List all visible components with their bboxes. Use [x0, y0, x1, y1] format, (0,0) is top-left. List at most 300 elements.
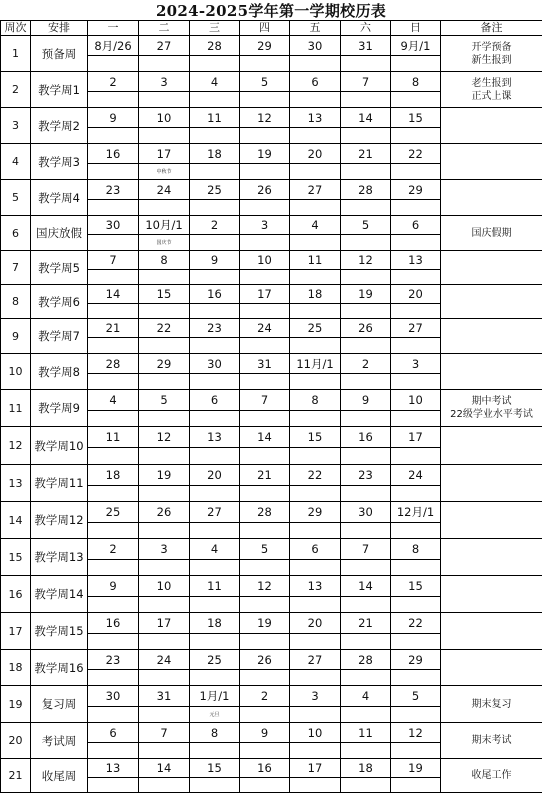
day-note — [240, 200, 290, 216]
week-row — [1, 539, 542, 560]
week-row — [1, 650, 542, 670]
day-note — [88, 200, 139, 216]
week-arrangement: 教学周3 — [31, 144, 88, 180]
day-cell: 11 — [341, 723, 391, 743]
week-row — [1, 216, 542, 235]
header-thu: 四 — [240, 21, 290, 36]
day-cell: 29 — [391, 650, 441, 670]
day-note — [88, 523, 139, 539]
day-cell: 29 — [139, 354, 190, 374]
page-title: 2024-2025学年第一学期校历表 — [0, 0, 542, 20]
header-row — [1, 21, 542, 36]
week-arrangement: 教学周9 — [31, 390, 88, 427]
week-number: 6 — [1, 216, 31, 251]
day-cell: 30 — [88, 216, 139, 235]
day-note — [139, 128, 190, 144]
day-cell: 11 — [190, 576, 240, 597]
day-note — [190, 560, 240, 576]
day-cell: 10 — [391, 390, 441, 411]
day-note — [88, 338, 139, 354]
day-cell: 6 — [190, 390, 240, 411]
day-cell: 11 — [290, 251, 341, 270]
week-remark — [441, 285, 542, 319]
day-cell: 9月/1 — [391, 36, 441, 56]
week-remark: 期末复习 — [441, 686, 542, 723]
day-cell: 3 — [391, 354, 441, 374]
day-cell: 17 — [139, 144, 190, 164]
day-cell: 31 — [240, 354, 290, 374]
day-note — [391, 486, 441, 502]
day-cell: 10 — [139, 108, 190, 128]
day-note — [341, 374, 391, 390]
day-note — [139, 634, 190, 650]
day-cell: 13 — [290, 576, 341, 597]
week-number: 2 — [1, 72, 31, 108]
day-note — [341, 560, 391, 576]
day-note — [240, 164, 290, 180]
week-remark — [441, 354, 542, 390]
day-note — [391, 374, 441, 390]
calendar-table — [0, 20, 542, 793]
week-remark: 期末考试 — [441, 723, 542, 759]
header-sun: 日 — [391, 21, 441, 36]
day-cell: 27 — [290, 180, 341, 200]
day-note — [190, 597, 240, 613]
day-note — [88, 707, 139, 723]
week-remark — [441, 539, 542, 576]
day-note — [190, 92, 240, 108]
day-cell: 16 — [88, 613, 139, 634]
day-cell: 11月/1 — [290, 354, 341, 374]
day-cell: 25 — [290, 319, 341, 338]
day-cell: 6 — [88, 723, 139, 743]
week-remark — [441, 576, 542, 613]
day-cell: 6 — [290, 72, 341, 92]
day-note — [88, 128, 139, 144]
day-note — [391, 164, 441, 180]
day-cell: 21 — [341, 613, 391, 634]
week-remark: 国庆假期 — [441, 216, 542, 251]
day-cell: 5 — [341, 216, 391, 235]
week-remark: 开学预备 新生报到 — [441, 36, 542, 72]
day-note — [139, 270, 190, 285]
day-cell: 11 — [190, 108, 240, 128]
day-cell: 26 — [240, 650, 290, 670]
week-remark — [441, 427, 542, 465]
day-cell: 13 — [391, 251, 441, 270]
week-arrangement: 教学周13 — [31, 539, 88, 576]
day-note — [240, 56, 290, 72]
week-row — [1, 319, 542, 338]
day-cell: 5 — [139, 390, 190, 411]
day-note — [290, 634, 341, 650]
day-note — [88, 448, 139, 465]
day-note — [341, 270, 391, 285]
day-note — [88, 560, 139, 576]
day-note — [290, 270, 341, 285]
week-number: 21 — [1, 759, 31, 793]
week-number: 1 — [1, 36, 31, 72]
day-cell: 12 — [240, 108, 290, 128]
week-remark: 老生报到 正式上课 — [441, 72, 542, 108]
day-note — [240, 560, 290, 576]
day-note — [240, 235, 290, 251]
day-cell: 7 — [240, 390, 290, 411]
week-remark — [441, 502, 542, 539]
day-note — [341, 56, 391, 72]
header-remark: 备注 — [441, 21, 542, 36]
day-note — [190, 634, 240, 650]
week-remark — [441, 251, 542, 285]
week-row — [1, 108, 542, 128]
day-cell: 29 — [391, 180, 441, 200]
day-cell: 31 — [341, 36, 391, 56]
day-note — [391, 560, 441, 576]
day-note: 中秋节 — [139, 164, 190, 180]
day-cell: 3 — [240, 216, 290, 235]
day-note — [290, 411, 341, 427]
day-cell: 26 — [240, 180, 290, 200]
day-note — [240, 304, 290, 319]
week-number: 16 — [1, 576, 31, 613]
day-note — [139, 778, 190, 793]
day-cell: 20 — [290, 144, 341, 164]
day-note — [290, 92, 341, 108]
day-note — [290, 374, 341, 390]
day-cell: 1月/1 — [190, 686, 240, 707]
day-cell: 17 — [240, 285, 290, 304]
day-cell: 9 — [190, 251, 240, 270]
day-cell: 12 — [139, 427, 190, 448]
day-cell: 20 — [290, 613, 341, 634]
day-cell: 6 — [290, 539, 341, 560]
day-cell: 29 — [290, 502, 341, 523]
week-arrangement: 教学周11 — [31, 465, 88, 502]
day-note — [88, 56, 139, 72]
day-cell: 10 — [240, 251, 290, 270]
day-note — [190, 270, 240, 285]
week-arrangement: 教学周2 — [31, 108, 88, 144]
day-note — [240, 270, 290, 285]
day-cell: 14 — [341, 576, 391, 597]
header-mon: 一 — [88, 21, 139, 36]
day-cell: 10 — [139, 576, 190, 597]
day-note — [240, 670, 290, 686]
day-note — [88, 270, 139, 285]
day-cell: 4 — [88, 390, 139, 411]
week-arrangement: 教学周14 — [31, 576, 88, 613]
day-cell: 18 — [190, 144, 240, 164]
day-note — [391, 338, 441, 354]
day-cell: 4 — [341, 686, 391, 707]
day-note — [240, 338, 290, 354]
day-note — [240, 523, 290, 539]
week-arrangement: 考试周 — [31, 723, 88, 759]
day-cell: 8 — [391, 539, 441, 560]
day-cell: 7 — [139, 723, 190, 743]
day-note — [190, 338, 240, 354]
day-cell: 5 — [240, 72, 290, 92]
day-note — [139, 448, 190, 465]
day-cell: 18 — [88, 465, 139, 486]
week-arrangement: 教学周12 — [31, 502, 88, 539]
week-number: 4 — [1, 144, 31, 180]
day-cell: 14 — [240, 427, 290, 448]
week-remark — [441, 144, 542, 180]
week-remark — [441, 613, 542, 650]
day-cell: 27 — [139, 36, 190, 56]
day-note — [88, 164, 139, 180]
day-note — [190, 448, 240, 465]
day-cell: 16 — [88, 144, 139, 164]
week-row — [1, 285, 542, 304]
day-cell: 31 — [139, 686, 190, 707]
week-number: 14 — [1, 502, 31, 539]
day-note — [190, 523, 240, 539]
day-cell: 27 — [290, 650, 341, 670]
day-cell: 24 — [391, 465, 441, 486]
day-note — [190, 128, 240, 144]
day-cell: 19 — [139, 465, 190, 486]
day-cell: 13 — [190, 427, 240, 448]
day-cell: 12月/1 — [391, 502, 441, 523]
week-number: 8 — [1, 285, 31, 319]
day-note — [341, 235, 391, 251]
day-note — [290, 560, 341, 576]
day-note — [341, 128, 391, 144]
day-note — [341, 92, 391, 108]
day-note — [391, 448, 441, 465]
week-arrangement: 教学周16 — [31, 650, 88, 686]
day-note — [240, 597, 290, 613]
day-cell: 15 — [139, 285, 190, 304]
week-remark — [441, 319, 542, 354]
day-cell: 10月/1 — [139, 216, 190, 235]
day-note — [139, 707, 190, 723]
day-cell: 19 — [240, 613, 290, 634]
day-note — [290, 597, 341, 613]
day-note — [139, 560, 190, 576]
week-number: 20 — [1, 723, 31, 759]
day-cell: 16 — [240, 759, 290, 778]
week-row — [1, 723, 542, 743]
day-note — [391, 707, 441, 723]
week-number: 5 — [1, 180, 31, 216]
day-note — [240, 634, 290, 650]
week-number: 3 — [1, 108, 31, 144]
day-note: 元旦 — [190, 707, 240, 723]
day-note — [391, 200, 441, 216]
day-cell: 15 — [391, 576, 441, 597]
header-arrangement: 安排 — [31, 21, 88, 36]
week-arrangement: 国庆放假 — [31, 216, 88, 251]
week-arrangement: 教学周15 — [31, 613, 88, 650]
day-note — [139, 304, 190, 319]
day-cell: 15 — [290, 427, 341, 448]
day-note — [190, 374, 240, 390]
day-cell: 23 — [190, 319, 240, 338]
day-cell: 23 — [88, 180, 139, 200]
day-note — [190, 670, 240, 686]
week-number: 9 — [1, 319, 31, 354]
day-cell: 28 — [240, 502, 290, 523]
day-note — [88, 374, 139, 390]
week-number: 15 — [1, 539, 31, 576]
day-note — [341, 670, 391, 686]
day-note — [391, 270, 441, 285]
day-note — [391, 56, 441, 72]
day-note — [341, 523, 391, 539]
day-cell: 5 — [240, 539, 290, 560]
day-cell: 23 — [88, 650, 139, 670]
day-note — [391, 670, 441, 686]
day-cell: 29 — [240, 36, 290, 56]
day-note — [139, 338, 190, 354]
day-cell: 5 — [391, 686, 441, 707]
day-note — [240, 128, 290, 144]
day-cell: 17 — [391, 427, 441, 448]
day-cell: 21 — [341, 144, 391, 164]
week-remark — [441, 650, 542, 686]
day-cell: 8月/26 — [88, 36, 139, 56]
day-cell: 30 — [290, 36, 341, 56]
week-row — [1, 613, 542, 634]
day-cell: 24 — [240, 319, 290, 338]
week-number: 19 — [1, 686, 31, 723]
day-note — [341, 778, 391, 793]
week-row — [1, 686, 542, 707]
day-cell: 16 — [341, 427, 391, 448]
day-cell: 28 — [190, 36, 240, 56]
day-note — [391, 304, 441, 319]
week-row — [1, 576, 542, 597]
day-note — [391, 523, 441, 539]
day-note — [190, 164, 240, 180]
day-cell: 8 — [391, 72, 441, 92]
week-arrangement: 教学周8 — [31, 354, 88, 390]
day-note — [88, 92, 139, 108]
day-cell: 19 — [341, 285, 391, 304]
day-note — [240, 448, 290, 465]
day-cell: 14 — [341, 108, 391, 128]
day-cell: 15 — [391, 108, 441, 128]
week-row — [1, 36, 542, 56]
day-cell: 25 — [88, 502, 139, 523]
week-arrangement: 收尾周 — [31, 759, 88, 793]
day-note — [290, 164, 341, 180]
day-cell: 3 — [290, 686, 341, 707]
day-cell: 8 — [139, 251, 190, 270]
day-cell: 13 — [290, 108, 341, 128]
week-arrangement: 教学周1 — [31, 72, 88, 108]
week-arrangement: 教学周4 — [31, 180, 88, 216]
header-tue: 二 — [139, 21, 190, 36]
week-arrangement: 教学周7 — [31, 319, 88, 354]
day-note — [88, 411, 139, 427]
week-remark — [441, 108, 542, 144]
day-note — [190, 304, 240, 319]
day-cell: 27 — [391, 319, 441, 338]
day-note — [240, 411, 290, 427]
day-cell: 9 — [88, 576, 139, 597]
day-note — [290, 448, 341, 465]
week-row — [1, 354, 542, 374]
day-cell: 4 — [190, 539, 240, 560]
week-row — [1, 72, 542, 92]
day-cell: 25 — [190, 180, 240, 200]
week-row — [1, 251, 542, 270]
day-cell: 4 — [290, 216, 341, 235]
day-cell: 22 — [391, 144, 441, 164]
day-cell: 30 — [190, 354, 240, 374]
day-cell: 3 — [139, 72, 190, 92]
week-number: 7 — [1, 251, 31, 285]
day-note — [88, 486, 139, 502]
day-note — [341, 164, 391, 180]
week-row — [1, 759, 542, 778]
week-number: 18 — [1, 650, 31, 686]
day-note — [88, 670, 139, 686]
day-note — [88, 235, 139, 251]
day-note — [290, 128, 341, 144]
day-note — [240, 92, 290, 108]
day-note — [341, 338, 391, 354]
week-number: 10 — [1, 354, 31, 390]
day-cell: 7 — [341, 72, 391, 92]
day-cell: 7 — [88, 251, 139, 270]
day-cell: 10 — [290, 723, 341, 743]
day-note — [290, 235, 341, 251]
day-note — [290, 707, 341, 723]
day-cell: 7 — [341, 539, 391, 560]
day-cell: 22 — [139, 319, 190, 338]
day-note — [190, 486, 240, 502]
day-note — [139, 486, 190, 502]
day-cell: 19 — [240, 144, 290, 164]
week-arrangement: 预备周 — [31, 36, 88, 72]
day-cell: 20 — [391, 285, 441, 304]
header-wed: 三 — [190, 21, 240, 36]
week-row — [1, 427, 542, 448]
day-cell: 19 — [391, 759, 441, 778]
day-note — [88, 304, 139, 319]
header-week: 周次 — [1, 21, 31, 36]
day-note — [190, 56, 240, 72]
day-note — [391, 128, 441, 144]
week-number: 12 — [1, 427, 31, 465]
day-note — [290, 56, 341, 72]
day-note — [240, 778, 290, 793]
day-cell: 12 — [240, 576, 290, 597]
day-note — [341, 200, 391, 216]
day-cell: 16 — [190, 285, 240, 304]
day-cell: 18 — [290, 285, 341, 304]
day-note — [139, 200, 190, 216]
day-note — [139, 523, 190, 539]
day-cell: 13 — [88, 759, 139, 778]
week-remark — [441, 465, 542, 502]
day-cell: 30 — [88, 686, 139, 707]
week-arrangement: 复习周 — [31, 686, 88, 723]
day-note — [290, 338, 341, 354]
day-cell: 22 — [391, 613, 441, 634]
day-cell: 28 — [341, 180, 391, 200]
day-note — [341, 597, 391, 613]
day-note — [139, 597, 190, 613]
day-cell: 26 — [139, 502, 190, 523]
day-cell: 22 — [290, 465, 341, 486]
day-note — [139, 374, 190, 390]
